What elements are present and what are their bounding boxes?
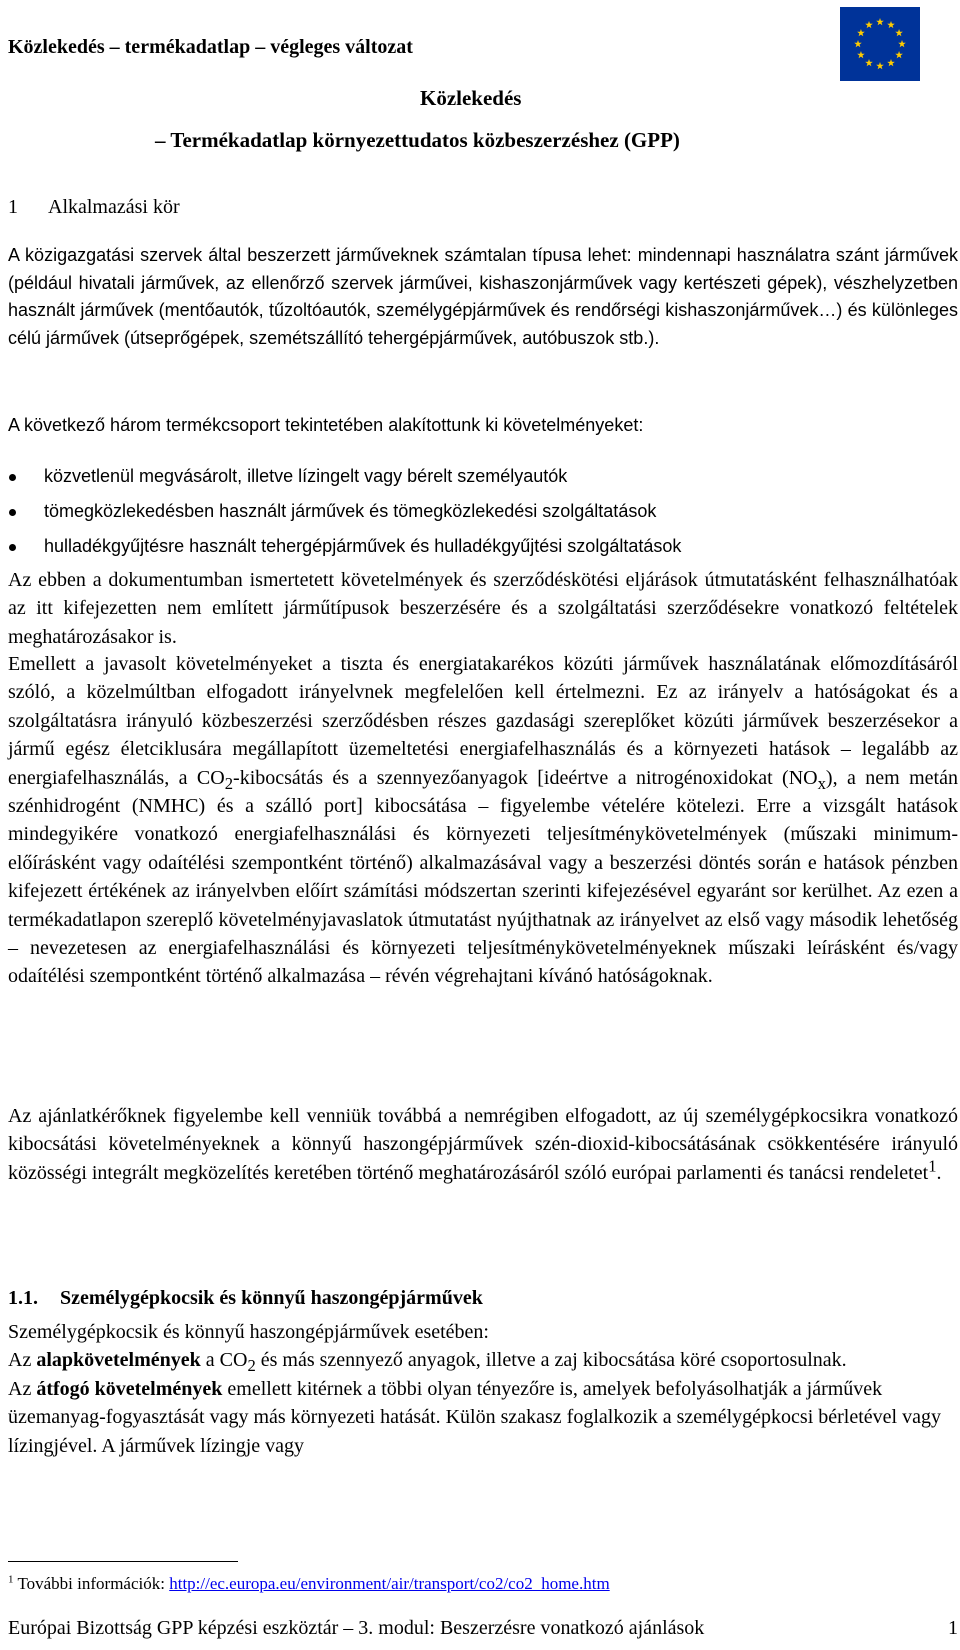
footer-text: Európai Bizottság GPP képzési eszköztár – 3. modul: Beszerzésre vonatkozó ajánlások [8,1617,705,1639]
section-title: Alkalmazási kör [48,196,180,218]
star-icon [876,18,884,25]
bold-term: alapkövetelmények [36,1349,201,1372]
bullet-icon [9,544,16,551]
subsection-title: Személygépkocsik és könnyű haszongépjárművek [60,1287,483,1309]
subscript: 2 [224,773,234,793]
subscript: x [817,773,826,793]
intro-paragraph: A közigazgatási szervek által beszerzett járműveknek számtalan típusa lehet: mindennapi használatra szánt járművek (például hivatali járművek, az ellenőrző szervek járművei, kishaszonjárművek vagy kertészeti gépek), vészhelyzetben használt járművek (mentőautók, tűzoltóautók, személygépjárművek és rendőrségi kishaszonjárművek…) és különleges célú járművek (útseprőgépek, szemétszállító tehergépjárművek, autóbuszok stb.). [8,245,958,348]
list-item-text: közvetlenül megvásárolt, illetve lízingelt vagy bérelt személyautók [44,466,568,486]
text-run: Emellett a javasolt követelményeket a tiszta és energiatakarékos közúti járművek használatának előmozdításáról szóló, a közelmúltban elfogadott irányelvnek megfelelően kell értelmezni. Ez az irányelv a hatóságokat és a szolgáltatásra irányuló közbeszerzési szerződésben részes gazdasági szereplőket közúti járművek beszerzésekor a jármű egész életciklusára megállapított üzemeltetési energiafelhasználás és a környezeti hatások – legalább az energiafelhasználás, a CO [8,653,958,789]
text-run: Az ajánlatkérőknek figyelembe kell venniük továbbá a nemrégiben elfogadott, az új személygépkocsikra vonatkozó kibocsátási követelményeknek a könnyű haszongépjárművek szén-dioxid-kibocsátásának csökkentésére irányuló közösségi integrált megközelítés keretében történő meghatározásáról szóló európai parlamenti és tanácsi rendeletet [8,1105,958,1184]
subsection-paragraph [8,1346,958,1374]
bullet-icon [9,509,16,516]
footnote-text: További információk: [13,1574,170,1593]
footnote-ref[interactable]: 1 [928,1156,937,1176]
star-icon [887,21,895,28]
text-run: emellett kitérnek a többi olyan tényezőre is, amelyek befolyásolhatják a járművek üzemanyag-fogyasztását vagy más környezeti hatását. Külön szakasz foglalkozik a személygépkocsi bérletével vagy lízingjével. A járművek lízingje vagy [8,1377,941,1457]
section-number: 1 [8,196,18,218]
star-icon [895,51,903,58]
page-number: 1 [948,1617,958,1639]
text-run: -kibocsátás és a szennyezőanyagok [ideértve a nitrogénoxidokat (NO [233,766,818,789]
star-icon [854,40,862,47]
subsection-line: Személygépkocsik és könnyű haszongépjárművek esetében: [8,1321,489,1343]
star-icon [865,59,873,66]
footnote [8,1574,610,1594]
subscript: 2 [247,1356,256,1376]
star-icon [876,62,884,69]
text-run: és más szennyező anyagok, illetve a zaj kibocsátása köré csoportosulnak. [255,1349,847,1372]
footnote-link[interactable]: http://ec.europa.eu/environment/air/transport/co2/co2_home.htm [169,1574,610,1593]
text-run: Az [8,1377,37,1400]
star-icon [887,59,895,66]
text-run: a CO [200,1349,248,1372]
star-icon [898,40,906,47]
list-item-text: hulladékgyűjtésre használt tehergépjárművek és hulladékgyűjtési szolgáltatások [44,536,682,556]
subsection-paragraph [8,1375,958,1460]
subsection-number: 1.1. [8,1287,38,1309]
text-run: ), a nem metán szénhidrogént (NMHC) és a szálló port] kibocsátása – figyelembe vételére kötelezi. Erre a vizsgált hatások mindegyikére vonatkozó energiafelhasználási és környezeti teljesítménykövetelmények (műszaki minimum-előírásként vagy odaítélési szempontként történő) alkalmazásával vagy a beszerzési döntés során e hatások pénzben kifejezett értékének az irányelvben előírt számítási módszertan szerinti kifejezésével egyaránt sor kerülhet. Az ezen a termékadatlapon szereplő követelményjavaslatok útmutatást nyújthatnak az irányelvet az első vagy második lehetőség – nevezetesen az energiafelhasználási és környezeti teljesítménykövetelményeknek műszaki leírásként és/vagy odaítélési szempontként történő alkalmazása – révén végrehajtani kívánó hatóságoknak. [8,766,958,988]
body-paragraph-1: Az ebben a dokumentumban ismertetett követelmények és szerződéskötési eljárások útmutatásként felhasználhatóak az itt kifejezetten nem említett járműtípusok beszerzésére és a szolgáltatási szerződésekre vonatkozó feltételek meghatározásakor is. [8,569,958,648]
list-item [8,533,958,568]
page-footer [8,1617,958,1640]
page-subtitle: – Termékadatlap környezettudatos közbeszerzéshez (GPP) [155,128,680,152]
body-paragraph-3 [8,1102,958,1187]
eu-flag-icon [840,7,920,81]
section-heading [8,196,180,219]
subsection-heading [8,1287,483,1310]
star-icon [895,29,903,36]
text-run: . [936,1161,942,1184]
subsection-text [8,1318,958,1460]
bold-term: átfogó követelmények [36,1377,223,1400]
star-icon [857,51,865,58]
product-group-list [8,463,958,568]
list-item [8,463,958,498]
page-title: Közlekedés [420,86,522,110]
body-paragraph-2 [8,650,958,991]
bullet-icon [9,474,16,481]
footnote-mark: 1 [8,1573,14,1586]
list-item-text: tömegközlekedésben használt járművek és tömegközlekedési szolgáltatások [44,501,657,521]
star-icon [865,21,873,28]
document-title: Közlekedés – termékadatlap – végleges változat [8,36,413,58]
list-item [8,498,958,533]
footnote-divider [8,1561,238,1562]
text-run: Az [8,1349,37,1372]
star-icon [857,29,865,36]
groups-intro: A következő három termékcsoport tekintetében alakítottunk ki követelményeket: [8,415,644,435]
